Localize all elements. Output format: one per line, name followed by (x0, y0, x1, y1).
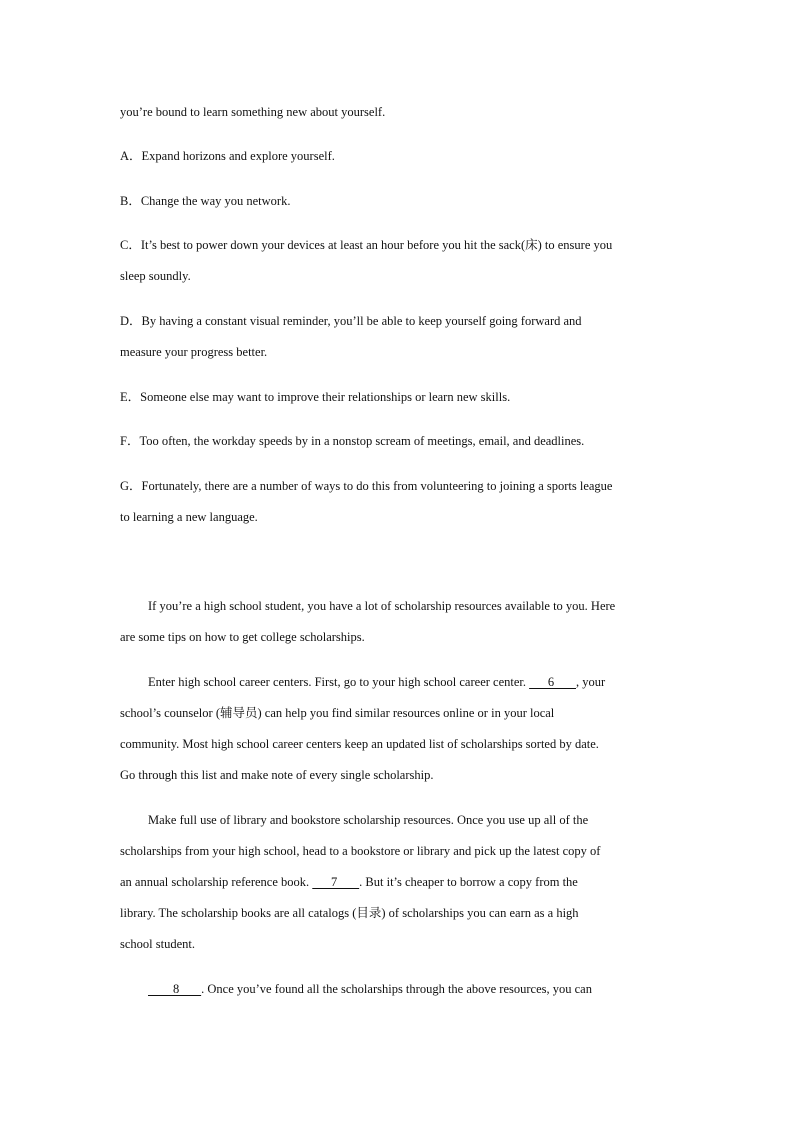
option-b (120, 193, 290, 209)
blank-7: 7 (312, 875, 360, 889)
option-c-continued: sleep soundly. (120, 269, 191, 283)
option-text: Expand horizons and explore yourself. (141, 149, 335, 163)
option-text: Someone else may want to improve their relationships or learn new skills. (140, 390, 511, 404)
paragraph-3-line: 8 . Once you’ve found all the scholarships through the above resources, you can (148, 982, 592, 996)
paragraph-2-line: Make full use of library and bookstore scholarship resources. Once you use up all of the (148, 813, 589, 827)
option-g-continued: to learning a new language. (120, 510, 258, 524)
passage-intro-line: If you’re a high school student, you have a lot of scholarship resources available to you. Here (148, 599, 616, 613)
option-c (120, 237, 612, 253)
paragraph-1-line: community. Most high school career centers keep an updated list of scholarships sorted by date. (120, 737, 599, 751)
paragraph-2-line: scholarships from your high school, head to a bookstore or library and pick up the latest copy of (120, 844, 601, 858)
paragraph-2-line: school student. (120, 937, 195, 951)
option-letter: G． (120, 479, 142, 493)
paragraph-1-line: Enter high school career centers. First, go to your high school career center. 6 , your (148, 675, 606, 689)
blank-8: 8 (148, 982, 202, 996)
option-e (120, 389, 510, 405)
option-letter: F． (120, 434, 140, 448)
paragraph-1-line: Go through this list and make note of every single scholarship. (120, 768, 434, 782)
option-text: By having a constant visual reminder, you’ll be able to keep yourself going forward and (141, 314, 582, 328)
option-text: It’s best to power down your devices at least an hour before you hit the sack(床) to ensure you (140, 238, 613, 252)
option-text: Fortunately, there are a number of ways to do this from volunteering to joining a sports league (141, 479, 613, 493)
paragraph-2-line: an annual scholarship reference book. 7 . But it’s cheaper to borrow a copy from the (120, 875, 578, 889)
option-f (120, 433, 584, 449)
option-text: Change the way you network. (140, 194, 291, 208)
option-letter: B． (120, 194, 141, 208)
option-text: Too often, the workday speeds by in a nonstop scream of meetings, email, and deadlines. (139, 434, 585, 448)
option-a (120, 148, 335, 164)
option-g (120, 478, 612, 494)
option-letter: A． (120, 149, 142, 163)
option-d (120, 313, 582, 329)
option-letter: C． (120, 238, 141, 252)
blank-6: 6 (529, 675, 576, 689)
paragraph-1-line: school’s counselor (辅导员) can help you find similar resources online or in your local (120, 706, 555, 720)
continued-text: you’re bound to learn something new about yourself. (120, 105, 386, 119)
option-letter: E． (120, 390, 141, 404)
paragraph-2-line: library. The scholarship books are all catalogs (目录) of scholarships you can earn as a high (120, 906, 579, 920)
option-d-continued: measure your progress better. (120, 345, 268, 359)
passage-intro-line: are some tips on how to get college scholarships. (120, 630, 365, 644)
option-letter: D． (120, 314, 142, 328)
